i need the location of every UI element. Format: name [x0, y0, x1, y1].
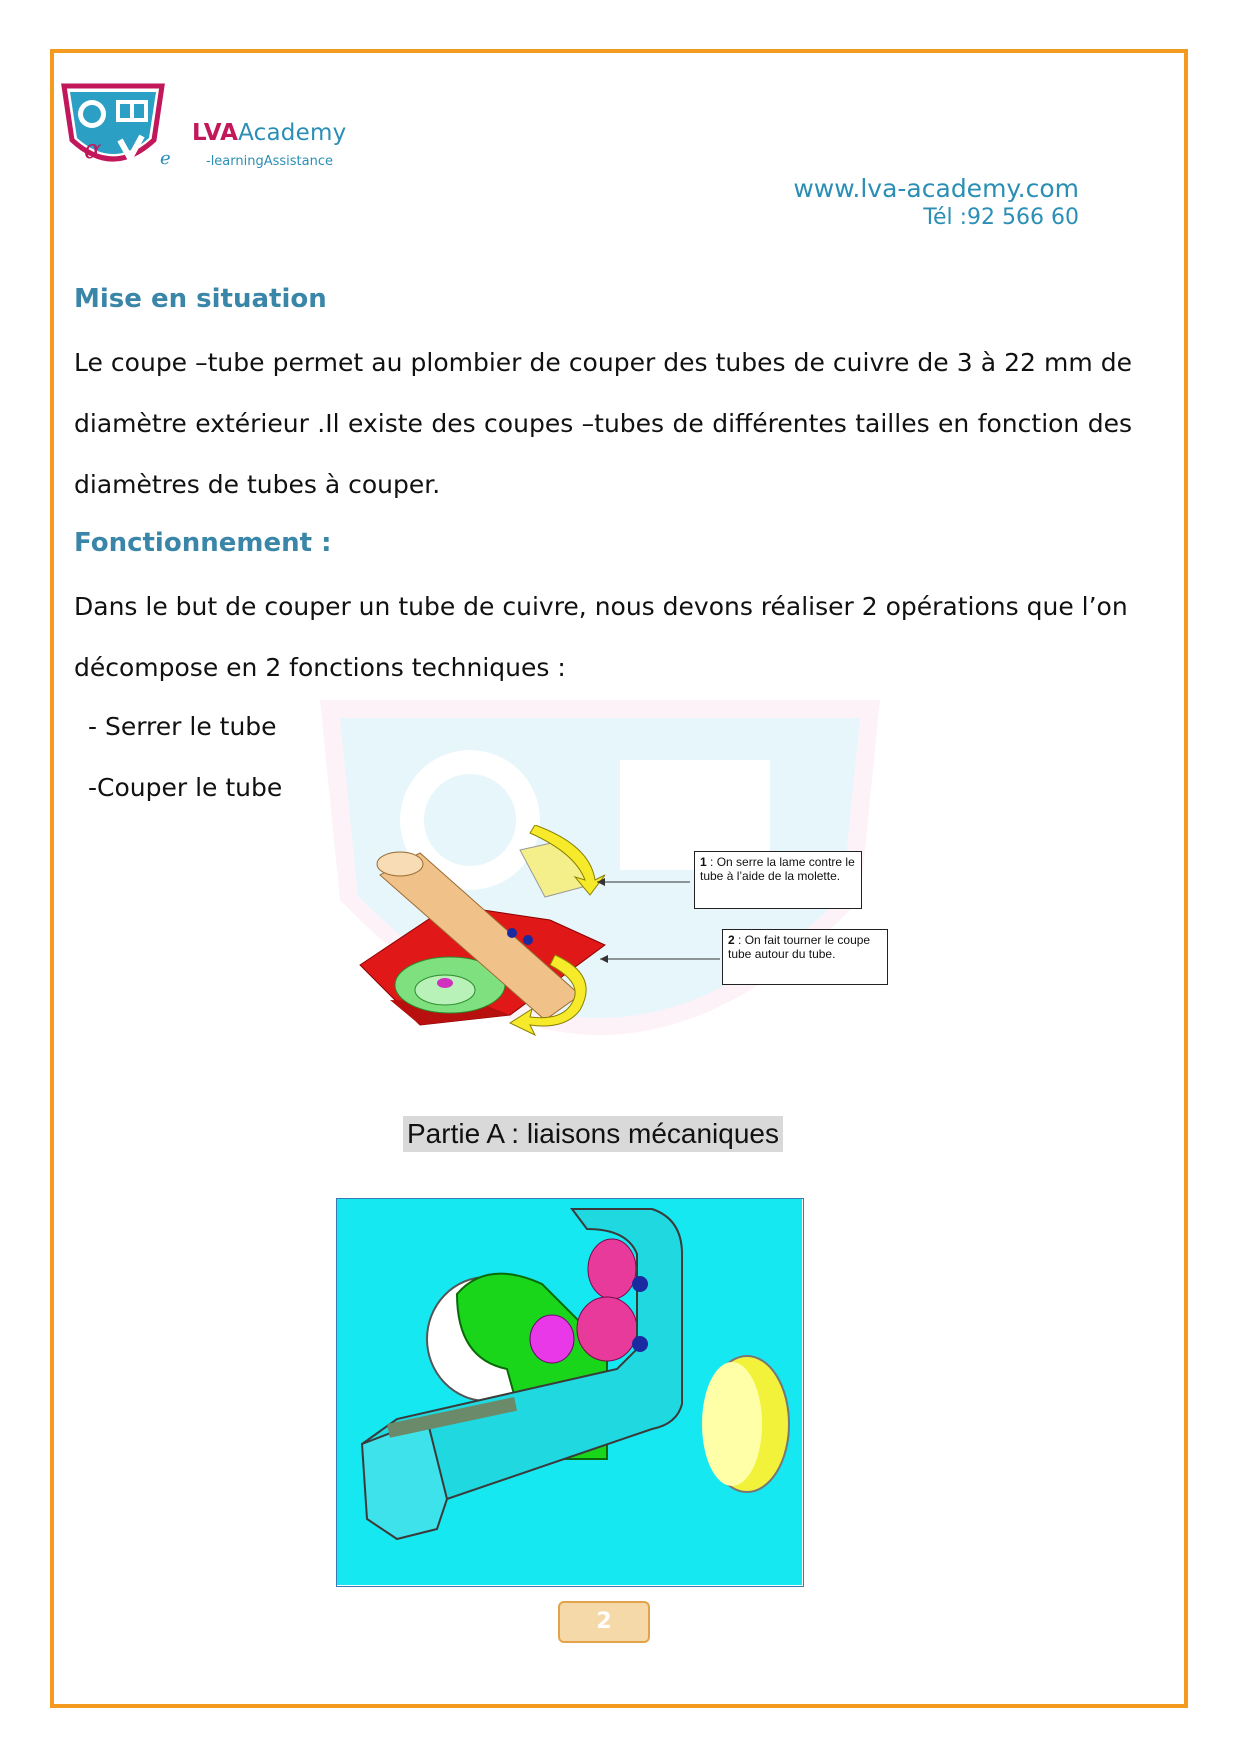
- brand-academy: Academy: [238, 120, 347, 146]
- contact-info: [793, 174, 1079, 230]
- paragraph-fonctionnement: Dans le but de couper un tube de cuivre, nous devons réaliser 2 opérations que l’on décompose en 2 fonctions techniques :: [74, 592, 1128, 682]
- brand-lva: LVA: [192, 120, 239, 146]
- callout-2-text: : On fait tourner le coupe tube autour du tube.: [728, 933, 871, 961]
- lva-logo: [58, 78, 168, 178]
- brand-e-letter: e: [160, 148, 171, 169]
- caption-partie-a: Partie A : liaisons mécaniques: [403, 1116, 783, 1152]
- list-item-couper: -Couper le tube: [88, 773, 283, 802]
- figure-tube-cutter-3d: [336, 1198, 804, 1587]
- brand: [192, 120, 347, 169]
- paragraph-mise-en-situation: Le coupe –tube permet au plombier de couper des tubes de cuivre de 3 à 22 mm de diamètre extérieur .Il existe des coupes –tubes de différentes tailles en fonction des diamètres de tubes à couper.: [74, 348, 1132, 499]
- website-link[interactable]: www.lva-academy.com: [793, 174, 1079, 203]
- callout-2: [722, 929, 888, 985]
- phone-number: Tél :92 566 60: [923, 205, 1079, 230]
- heading-mise-en-situation: Mise en situation: [74, 284, 327, 314]
- svg-text:α: α: [84, 135, 102, 165]
- list-item-serrer: - Serrer le tube: [88, 712, 277, 741]
- figure-operations: [350, 825, 910, 1040]
- brand-name: [192, 120, 346, 146]
- callout-1: [694, 851, 862, 909]
- tube-cutter-3d-drawing: [337, 1199, 802, 1585]
- heading-fonctionnement: Fonctionnement :: [74, 528, 332, 558]
- callout-1-number: 1: [700, 855, 707, 869]
- page-number: 2: [558, 1601, 650, 1643]
- callout-2-number: 2: [728, 933, 735, 947]
- brand-tagline: -learningAssistance: [206, 154, 333, 169]
- callout-1-text: : On serre la lame contre le tube à l’aide de la molette.: [700, 855, 855, 883]
